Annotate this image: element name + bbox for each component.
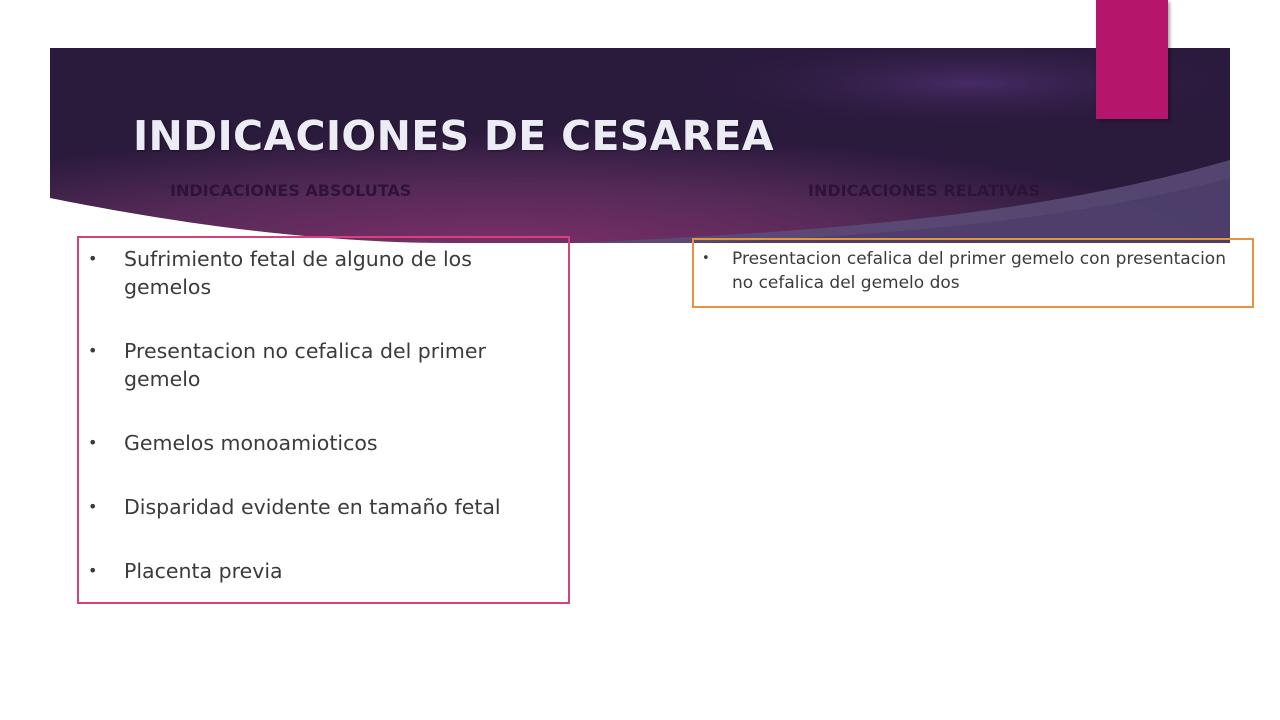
slide-title: INDICACIONES DE CESAREA (133, 112, 774, 160)
heading-absolutas: INDICACIONES ABSOLUTAS (170, 181, 412, 200)
bullet-icon: • (88, 249, 98, 268)
list-item-text: Sufrimiento fetal de alguno de los gemelos (124, 247, 472, 299)
list-item-text: Presentacion no cefalica del primer gemelo (124, 339, 486, 391)
list-item-text: Gemelos monoamioticos (124, 431, 378, 455)
accent-tab (1096, 0, 1168, 119)
list-item (88, 245, 558, 301)
absolutas-list (88, 245, 558, 585)
list-item-text: Presentacion cefalica del primer gemelo con presentacion no cefalica del gemelo dos (732, 249, 1226, 293)
list-item (88, 493, 558, 521)
heading-relativas: INDICACIONES RELATIVAS (808, 181, 1041, 200)
bullet-icon: • (88, 433, 98, 452)
list-item-text: Placenta previa (124, 559, 283, 583)
list-item (88, 429, 558, 457)
list-item (702, 247, 1252, 295)
list-item (88, 557, 558, 585)
bullet-icon: • (88, 561, 98, 580)
relativas-list (702, 247, 1252, 295)
bullet-icon: • (88, 497, 98, 516)
bullet-icon: • (702, 251, 710, 266)
list-item (88, 337, 558, 393)
bullet-icon: • (88, 341, 98, 360)
list-item-text: Disparidad evidente en tamaño fetal (124, 495, 501, 519)
